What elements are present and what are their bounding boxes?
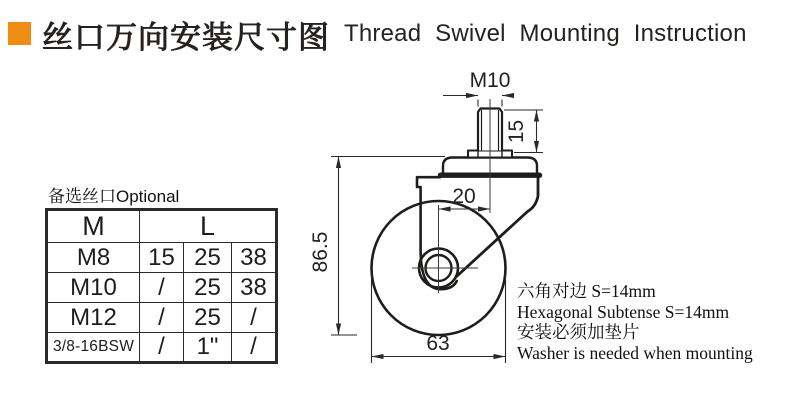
note-line: 安装必须加垫片	[517, 322, 640, 342]
dim-label-offset: 20	[452, 185, 476, 208]
table-cell: 25	[184, 273, 232, 303]
arrowhead	[534, 110, 539, 122]
dim-label-thread: M10	[469, 69, 511, 92]
table-cell: /	[140, 273, 184, 303]
arrowhead	[372, 354, 384, 359]
col-header-m: M	[47, 210, 140, 243]
arrowhead	[336, 157, 341, 169]
table-cell: 1"	[184, 333, 232, 363]
optional-table-caption: 备选丝口Optional	[48, 187, 180, 206]
arrowhead	[439, 206, 451, 211]
table-cell: /	[232, 303, 277, 333]
note-line: Hexagonal Subtense S=14mm	[517, 301, 730, 322]
dim-label-overall-height: 86.5	[309, 231, 332, 273]
table-cell: 38	[232, 243, 277, 273]
row-label: M10	[47, 273, 140, 303]
arrowhead	[466, 93, 478, 98]
note-line: Washer is needed when mounting	[517, 342, 753, 363]
arrowhead	[494, 354, 506, 359]
arrowhead	[336, 324, 341, 336]
mounting-notes	[517, 281, 753, 363]
arrowhead	[502, 93, 514, 98]
table-cell: 25	[184, 243, 232, 273]
table-cell: /	[140, 303, 184, 333]
row-label: M12	[47, 303, 140, 333]
table-cell: 15	[140, 243, 184, 273]
arrowhead	[478, 206, 490, 211]
row-label: M8	[47, 243, 140, 273]
row-label: 3/8-16BSW	[47, 333, 140, 363]
note-line: 六角对边 S=14mm	[517, 281, 656, 301]
arrowhead	[534, 141, 539, 153]
dim-label-wheel-diameter: 63	[426, 332, 450, 355]
table-cell: /	[140, 333, 184, 363]
table-cell: 38	[232, 273, 277, 303]
table-cell: 25	[184, 303, 232, 333]
page-title-english: Thread Swivel Mounting Instruction	[344, 20, 747, 47]
col-header-l: L	[140, 210, 277, 243]
page-title-chinese: 丝口万向安装尺寸图	[42, 20, 330, 55]
table-cell: /	[232, 333, 277, 363]
dim-label-stem-length: 15	[505, 119, 528, 144]
